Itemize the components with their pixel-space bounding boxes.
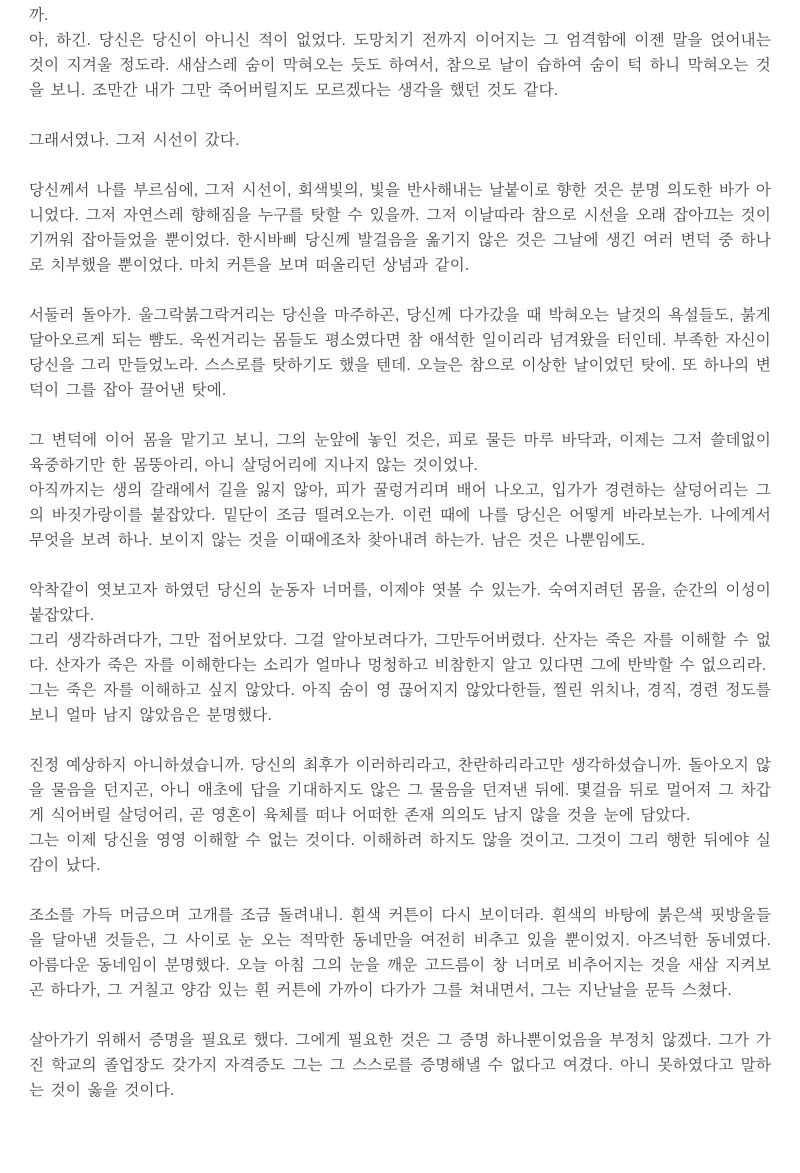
paragraph: 까.	[29, 7, 49, 24]
paragraph: 그는 죽은 자를 이해하고 싶지 않았다. 아직 숨이 영 끊어지지 않았다한들, 찔린 위치나, 경직, 경련 정도를 보니 얼마 남지 않았음은 분명했다.	[29, 682, 771, 724]
paragraph: 악착같이 엿보고자 하였던 당신의 눈동자 너머를, 이제야 엿볼 수 있는가. 숙여지려던 몸을, 순간의 이성이 붙잡았다.	[29, 582, 771, 624]
paragraph: 서둘러 돌아가. 울그락붉그락거리는 당신을 마주하곤, 당신께 다가갔을 때 박혀오는 날것의 욕설들도, 붉게 달아오르게 되는 뺨도. 욱씬거리는 몸들도 평소였다면 참 애석한 일이리라 넘겨왔을 터인데. 부족한 자신이 당신을 그리 만들었노라. 스스로를 탓하기도 했을 텐데. 오늘은 참으로 이상한 날이었던 탓에. 또 하나의 변덕이 그를 잡아 끌어낸 탓에.	[29, 307, 771, 399]
paragraph: 그래서였나. 그저 시선이 갔다.	[29, 132, 240, 149]
paragraph: 살아가기 위해서 증명을 필요로 했다. 그에게 필요한 것은 그 증명 하나뿐이었음을 부정치 않겠다. 그가 가진 학교의 졸업장도 갖가지 자격증도 그는 그 스스로를 증명해낼 수 없다고 여겼다. 아니 못하였다고 말하는 것이 옳을 것이다.	[29, 1032, 771, 1099]
paragraph: 그 변덕에 이어 몸을 맡기고 보니, 그의 눈앞에 놓인 것은, 피로 물든 마루 바닥과, 이제는 그저 쓸데없이 육중하기만 한 몸뚱아리, 아니 살덩어리에 지나지 않는 것이었나.	[29, 432, 771, 474]
paragraph: 아직까지는 생의 갈래에서 길을 잃지 않아, 피가 꿀렁거리며 배어 나오고, 입가가 경련하는 살덩어리는 그의 바짓가랑이를 붙잡았다. 밑단이 조금 떨려오는가. 이런 때에 나를 당신은 어떻게 바라보는가. 나에게서 무엇을 보려 하나. 보이지 않는 것을 이때에조차 찾아내려 하는가. 남은 것은 나뿐임에도.	[29, 482, 771, 549]
paragraph: 진정 예상하지 아니하셨습니까. 당신의 최후가 이러하리라고, 찬란하리라고만 생각하셨습니까. 돌아오지 않을 물음을 던지곤, 아니 애초에 답을 기대하지도 않은 그 물음을 던져낸 뒤에. 몇걸음 뒤로 멀어져 그 차갑게 식어버릴 살덩어리, 곧 영혼이 육체를 떠나 어떠한 존재 의의도 남지 않을 것을 눈에 담았다.	[29, 757, 771, 824]
paragraph: 조소를 가득 머금으며 고개를 조금 돌려내니. 흰색 커튼이 다시 보이더라. 흰색의 바탕에 붉은색 핏방울들을 달아낸 것들은, 그 사이로 눈 오는 적막한 동네만을 여전히 비추고 있을 뿐이었지. 아즈넉한 동네였다. 아름다운 동네임이 분명했다. 오늘 아침 그의 눈을 깨운 고드름이 창 너머로 비추어지는 것을 새삼 지켜보곤 하다가, 그 거칠고 양감 있는 흰 커튼에 가까이 다가가 그를 쳐내면서, 그는 지난날을 문득 스쳤다.	[29, 907, 771, 999]
paragraph: 당신께서 나를 부르심에, 그저 시선이, 회색빛의, 빛을 반사해내는 날붙이로 향한 것은 분명 의도한 바가 아니었다. 그저 자연스레 향해짐을 누구를 탓할 수 있을까. 그저 이날따라 참으로 시선을 오래 잡아끄는 것이 기꺼워 잡아들었을 뿐이었다. 한시바삐 당신께 발걸음을 옮기지 않은 것은 그날에 생긴 여러 변덕 중 하나로 치부했을 뿐이었다. 마치 커튼을 보며 떠올리던 상념과 같이.	[29, 182, 771, 274]
paragraph: 아, 하긴. 당신은 당신이 아니신 적이 없었다. 도망치기 전까지 이어지는 그 엄격함에 이젠 말을 얹어내는 것이 지겨울 정도라. 새삼스레 숨이 막혀오는 듯도 하여서, 참으로 날이 습하여 숨이 턱 하니 막혀오는 것을 보니. 조만간 내가 그만 죽어버릴지도 모르겠다는 생각을 했던 것도 같다.	[29, 32, 771, 99]
paragraph: 그리 생각하려다가, 그만 접어보았다. 그걸 알아보려다가, 그만두어버렸다. 산자는 죽은 자를 이해할 수 없다. 산자가 죽은 자를 이해한다는 소리가 얼마나 멍청하고 비참한지 알고 있다면 그에 반박할 수 없으리라.	[29, 632, 771, 674]
story-text	[29, 3, 771, 1103]
paragraph: 그는 이제 당신을 영영 이해할 수 없는 것이다. 이해하려 하지도 않을 것이고. 그것이 그리 행한 뒤에야 실감이 났다.	[29, 832, 771, 874]
